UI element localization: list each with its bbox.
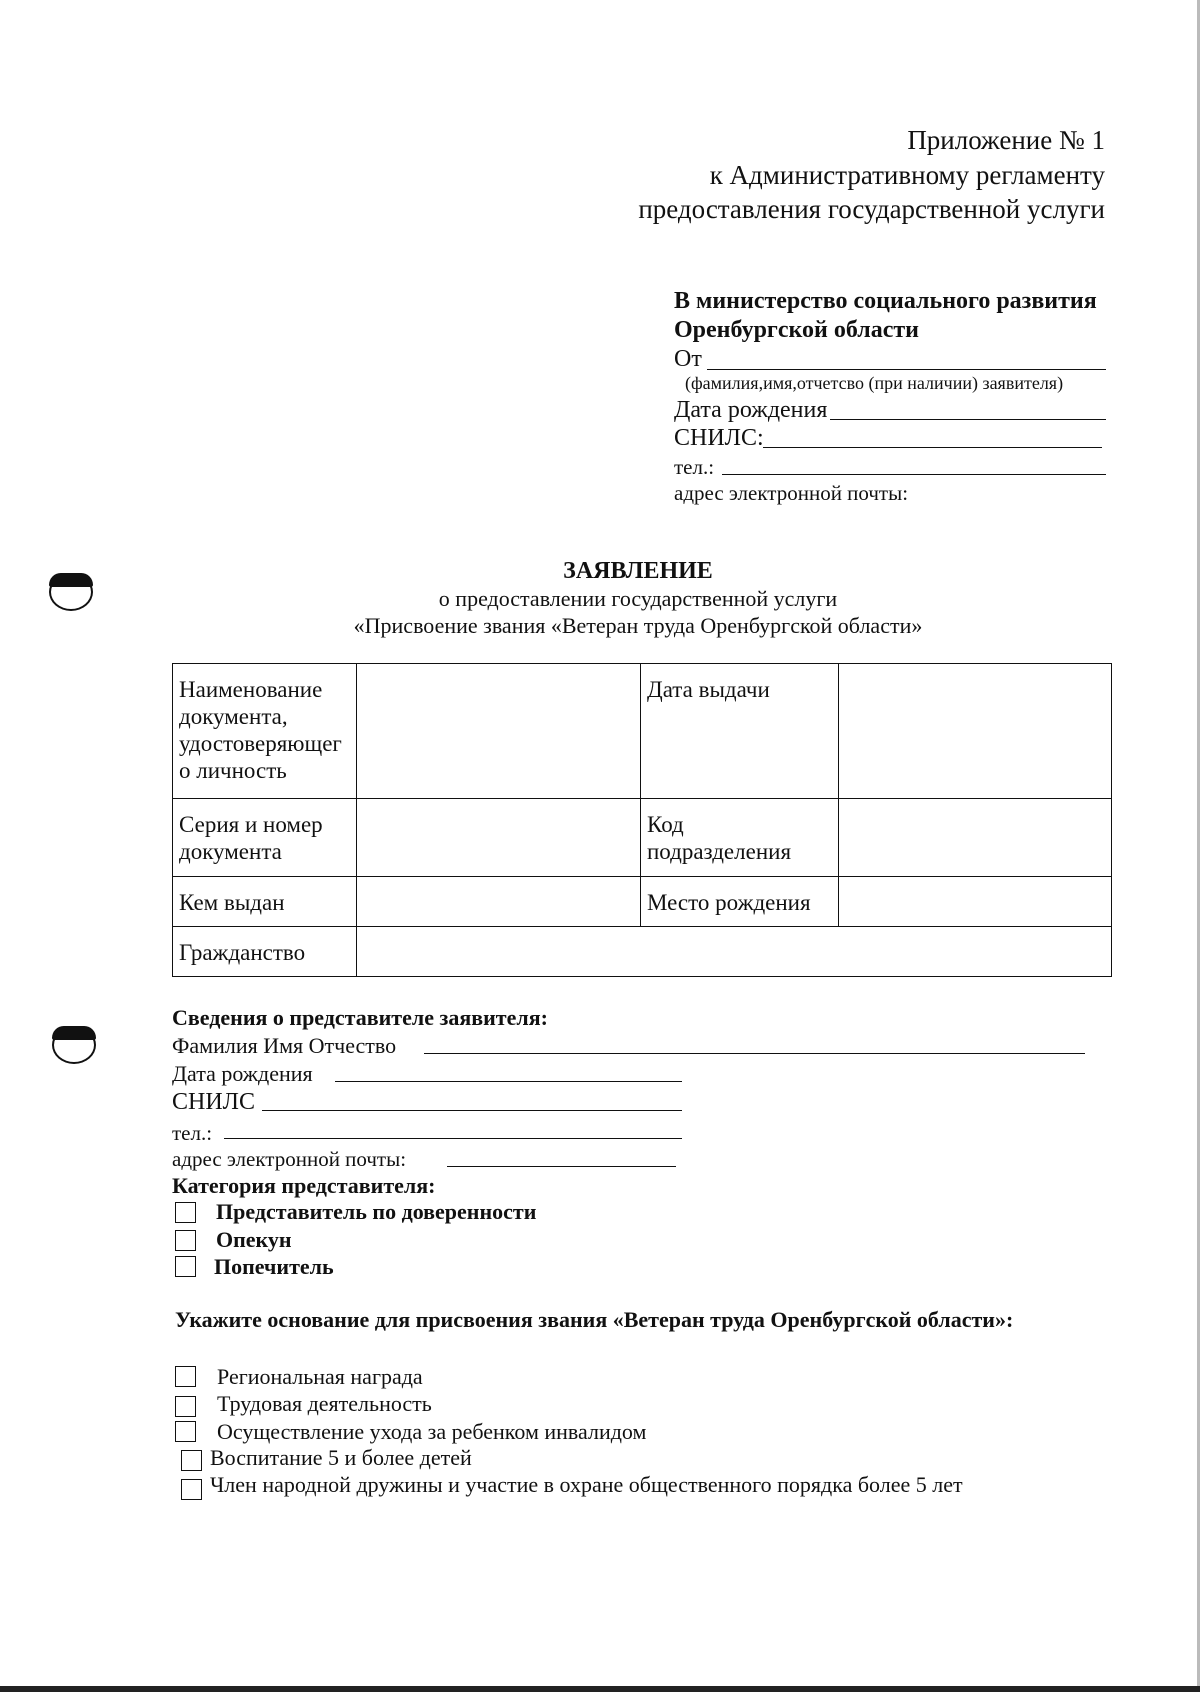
appendix-line-1: Приложение № 1 bbox=[907, 125, 1105, 155]
birthplace-label: Место рождения bbox=[641, 877, 839, 927]
basis-care-checkbox[interactable] bbox=[175, 1421, 196, 1442]
category-proxy-checkbox[interactable] bbox=[175, 1202, 196, 1223]
division-code-label: Код подразделения bbox=[641, 799, 839, 877]
rep-birth-label: Дата рождения bbox=[172, 1061, 313, 1086]
statement-subtitle-1: о предоставлении государственной услуги bbox=[438, 586, 838, 611]
birthplace-value[interactable] bbox=[839, 877, 1112, 927]
addressee-ministry: В министерство социального развития bbox=[674, 288, 1097, 314]
basis-heading: Укажите основание для присвоения звания «Ветеран труда Оренбургской области»: bbox=[175, 1307, 1014, 1332]
rep-email-label: адрес электронной почты: bbox=[172, 1147, 407, 1171]
rep-fio-label: Фамилия Имя Отчество bbox=[172, 1033, 397, 1058]
addressee-region: Оренбургской области bbox=[674, 317, 919, 343]
rep-birth-field[interactable] bbox=[335, 1081, 682, 1082]
applicant-phone-label: тел.: bbox=[674, 455, 715, 479]
basis-children-label: Воспитание 5 и более детей bbox=[210, 1445, 472, 1470]
from-hint: (фамилия,имя,отчетсво (при наличии) заявителя) bbox=[685, 373, 1064, 393]
rep-snils-label: СНИЛС bbox=[172, 1089, 255, 1115]
applicant-phone-field[interactable] bbox=[722, 474, 1106, 475]
rep-fio-field[interactable] bbox=[424, 1053, 1085, 1054]
scan-edge-bottom bbox=[0, 1686, 1200, 1692]
identity-document-table bbox=[172, 663, 1112, 977]
rep-phone-label: тел.: bbox=[172, 1121, 213, 1145]
doc-name-value[interactable] bbox=[357, 664, 641, 799]
table-row bbox=[173, 877, 1112, 927]
category-heading: Категория представителя: bbox=[172, 1173, 436, 1198]
from-label: От bbox=[674, 346, 702, 372]
basis-award-label: Региональная награда bbox=[217, 1364, 423, 1389]
basis-children-checkbox[interactable] bbox=[181, 1450, 202, 1471]
doc-number-label: Серия и номер документа bbox=[173, 799, 357, 877]
appendix-line-2: к Административному регламенту bbox=[709, 160, 1105, 190]
category-guardian-label: Опекун bbox=[216, 1227, 292, 1252]
citizenship-value[interactable] bbox=[357, 927, 1112, 977]
category-guardian-checkbox[interactable] bbox=[175, 1230, 196, 1251]
citizenship-label: Гражданство bbox=[173, 927, 357, 977]
issued-by-value[interactable] bbox=[357, 877, 641, 927]
doc-name-label: Наименование документа, удостоверяющег о личность bbox=[173, 664, 357, 799]
punch-hole-upper bbox=[49, 573, 93, 611]
basis-award-checkbox[interactable] bbox=[175, 1366, 196, 1387]
applicant-birth-label: Дата рождения bbox=[674, 397, 828, 423]
category-trustee-label: Попечитель bbox=[214, 1254, 334, 1279]
from-field[interactable] bbox=[707, 369, 1106, 370]
issue-date-label: Дата выдачи bbox=[641, 664, 839, 799]
basis-work-label: Трудовая деятельность bbox=[217, 1391, 432, 1416]
rep-snils-field[interactable] bbox=[262, 1110, 682, 1111]
table-row bbox=[173, 799, 1112, 877]
statement-subtitle-2: «Присвоение звания «Ветеран труда Оренбургской области» bbox=[353, 613, 923, 638]
statement-title: ЗАЯВЛЕНИЕ bbox=[563, 558, 713, 584]
division-code-value[interactable] bbox=[839, 799, 1112, 877]
category-proxy-label: Представитель по доверенности bbox=[216, 1199, 537, 1224]
punch-hole-lower bbox=[52, 1026, 96, 1064]
issue-date-value[interactable] bbox=[839, 664, 1112, 799]
applicant-email-label: адрес электронной почты: bbox=[674, 481, 909, 505]
doc-number-value[interactable] bbox=[357, 799, 641, 877]
appendix-line-3: предоставления государственной услуги bbox=[638, 194, 1105, 224]
issued-by-label: Кем выдан bbox=[173, 877, 357, 927]
table-row bbox=[173, 927, 1112, 977]
applicant-birth-field[interactable] bbox=[830, 419, 1106, 420]
basis-militia-checkbox[interactable] bbox=[181, 1479, 202, 1500]
applicant-snils-field[interactable] bbox=[763, 447, 1102, 448]
rep-email-field[interactable] bbox=[447, 1166, 676, 1167]
category-trustee-checkbox[interactable] bbox=[175, 1256, 196, 1277]
applicant-snils-label: СНИЛС: bbox=[674, 425, 764, 451]
rep-phone-field[interactable] bbox=[224, 1138, 682, 1139]
basis-work-checkbox[interactable] bbox=[175, 1396, 196, 1417]
representative-heading: Сведения о представителе заявителя: bbox=[172, 1005, 548, 1030]
basis-care-label: Осуществление ухода за ребенком инвалидом bbox=[217, 1419, 647, 1444]
basis-militia-label: Член народной дружины и участие в охране общественного порядка более 5 лет bbox=[210, 1472, 963, 1497]
table-row bbox=[173, 664, 1112, 799]
